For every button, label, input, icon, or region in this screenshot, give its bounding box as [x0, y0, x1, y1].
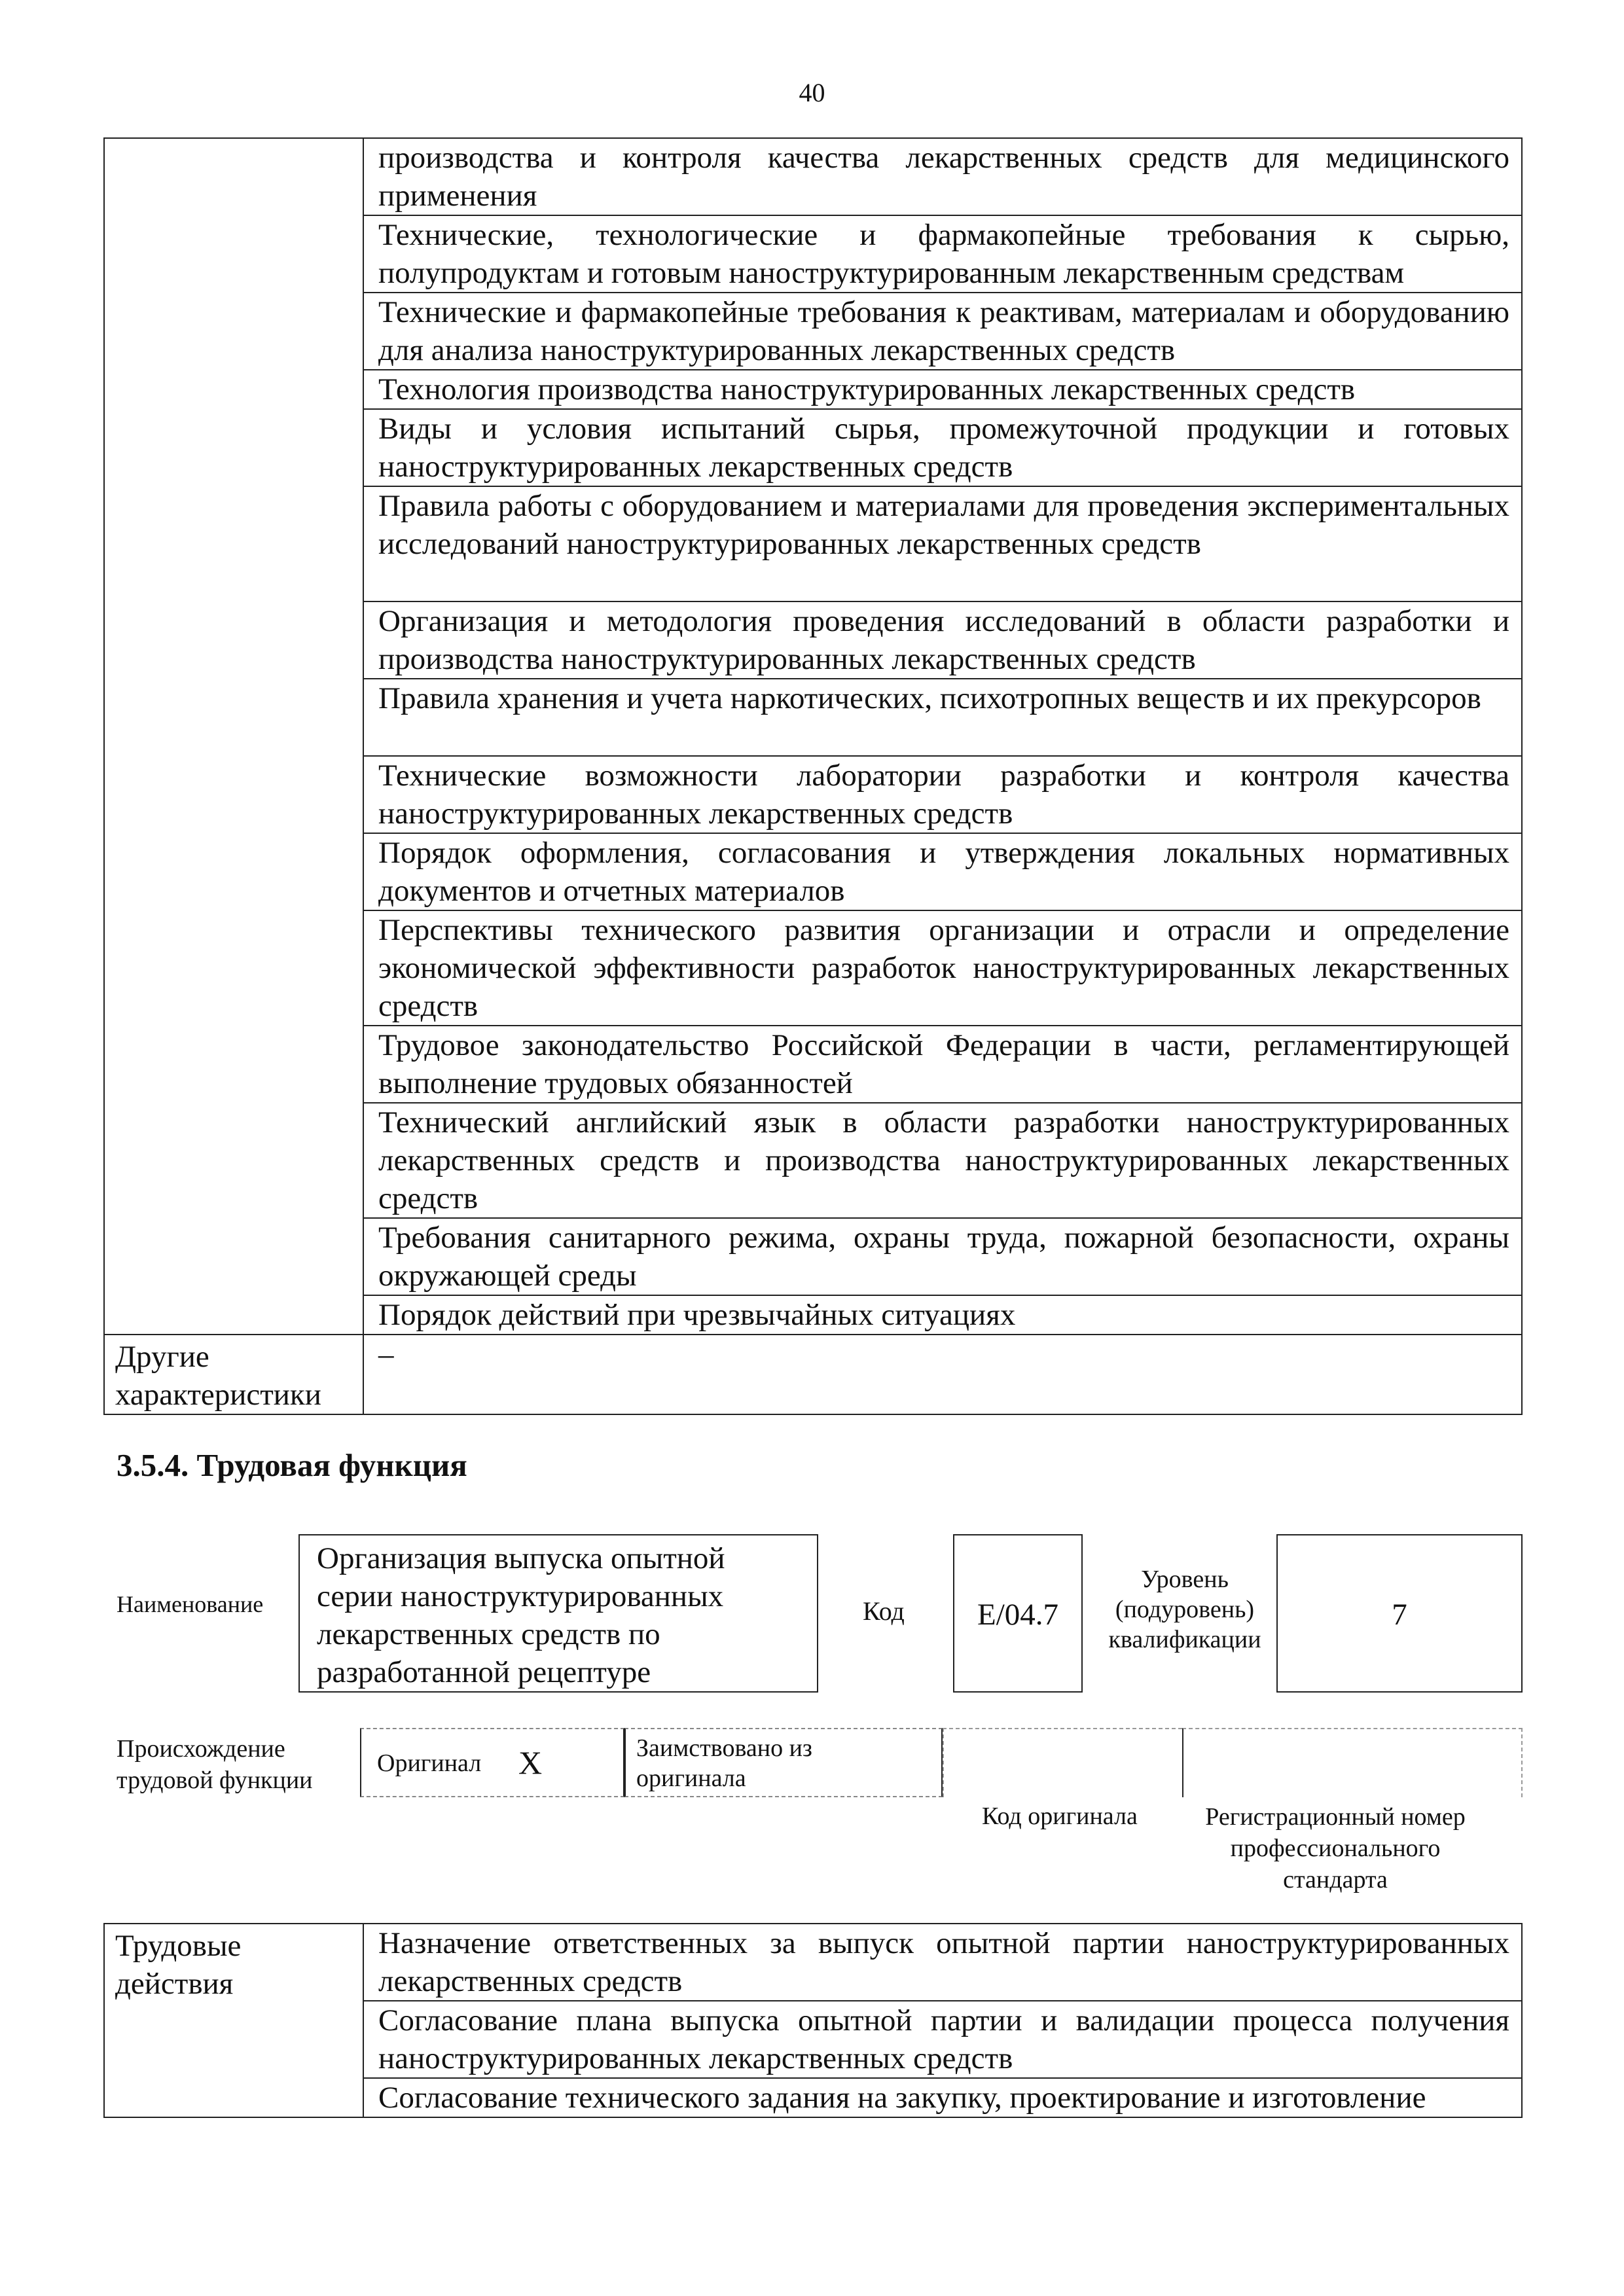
code-original-box: [943, 1728, 1182, 1797]
code-label: Код: [863, 1596, 905, 1626]
function-name-box: [298, 1534, 818, 1693]
borrowed-box: [624, 1728, 943, 1797]
table-row: [104, 1924, 1522, 2001]
code-value: E/04.7: [977, 1598, 1059, 1632]
table-cell: Порядок действий при чрезвычайных ситуациях: [378, 1298, 1016, 1332]
table-row: [104, 1335, 1522, 1414]
labor-actions-label: Трудовые действия: [115, 1929, 242, 2001]
function-name-value: Организация выпуска опытной серии наноструктурированных лекарственных средств по разработанной рецептуре: [317, 1541, 725, 1689]
table-cell: Согласование плана выпуска опытной партии и валидации процесса получения наноструктурированных лекарственных средств: [378, 2003, 1509, 2075]
table-cell: Перспективы технического развития организации и отрасли и определение экономической эффективности разработок наноструктурированных лекарственных средств: [378, 913, 1509, 1023]
reg-number-caption: Регистрационный номер профессионального стандарта: [1205, 1803, 1466, 1893]
table-cell: Порядок оформления, согласования и утверждения локальных нормативных документов и отчетных материалов: [378, 836, 1509, 908]
table-cell: Трудовое законодательство Российской Федерации в части, регламентирующей выполнение трудовых обязанностей: [378, 1028, 1509, 1100]
table-row: [104, 138, 1522, 215]
reg-number-box: [1182, 1728, 1523, 1797]
table-cell: Правила хранения и учета наркотических, психотропных веществ и их прекурсоров: [378, 681, 1481, 715]
knowledge-table: [103, 137, 1523, 1415]
table-cell: Технические и фармакопейные требования к реактивам, материалам и оборудованию для анализа наноструктурированных лекарственных средств: [378, 295, 1509, 367]
code-box: [953, 1534, 1083, 1693]
table-cell: Назначение ответственных за выпуск опытной партии наноструктурированных лекарственных средств: [378, 1926, 1509, 1998]
table-cell: Технология производства наноструктурированных лекарственных средств: [378, 372, 1356, 406]
original-box: [360, 1728, 624, 1797]
other-characteristics-value: –: [378, 1337, 394, 1371]
qualification-level-label: Уровень (подуровень) квалификации: [1108, 1566, 1261, 1653]
borrowed-label: Заимствовано из оригинала: [636, 1734, 812, 1792]
table-cell: производства и контроля качества лекарственных средств для медицинского применения: [378, 141, 1509, 213]
table-cell: Согласование технического задания на закупку, проектирование и изготовление: [378, 2081, 1426, 2115]
section-heading: 3.5.4. Трудовая функция: [117, 1447, 467, 1483]
other-characteristics-label: Другие характеристики: [115, 1340, 321, 1412]
table-cell: Виды и условия испытаний сырья, промежуточной продукции и готовых наноструктурированных лекарственных средств: [378, 412, 1509, 484]
qualification-level-box: [1276, 1534, 1523, 1693]
page-number: 40: [799, 78, 825, 107]
knowledge-label-cell: [104, 138, 363, 1335]
original-label: Оригинал: [377, 1749, 482, 1777]
table-cell: Правила работы с оборудованием и материалами для проведения экспериментальных исследований наноструктурированных лекарственных средств: [378, 489, 1509, 561]
name-label: Наименование: [117, 1591, 264, 1617]
code-original-caption: Код оригинала: [982, 1803, 1138, 1830]
table-cell: Технические возможности лаборатории разработки и контроля качества наноструктурированных лекарственных средств: [378, 759, 1509, 831]
table-cell: Технический английский язык в области разработки наноструктурированных лекарственных средств и производства наноструктурированных лекарственных средств: [378, 1105, 1509, 1215]
labor-actions-table: [103, 1923, 1523, 2118]
table-cell: Организация и методология проведения исследований в области разработки и производства наноструктурированных лекарственных средств: [378, 604, 1509, 676]
qualification-level-value: 7: [1392, 1598, 1407, 1632]
original-mark: X: [518, 1744, 543, 1781]
table-cell: Требования санитарного режима, охраны труда, пожарной безопасности, охраны окружающей среды: [378, 1221, 1509, 1293]
table-cell: Технические, технологические и фармакопейные требования к сырью, полупродуктам и готовым наноструктурированным лекарственным средствам: [378, 218, 1509, 290]
origin-label: Происхождение трудовой функции: [117, 1735, 313, 1794]
